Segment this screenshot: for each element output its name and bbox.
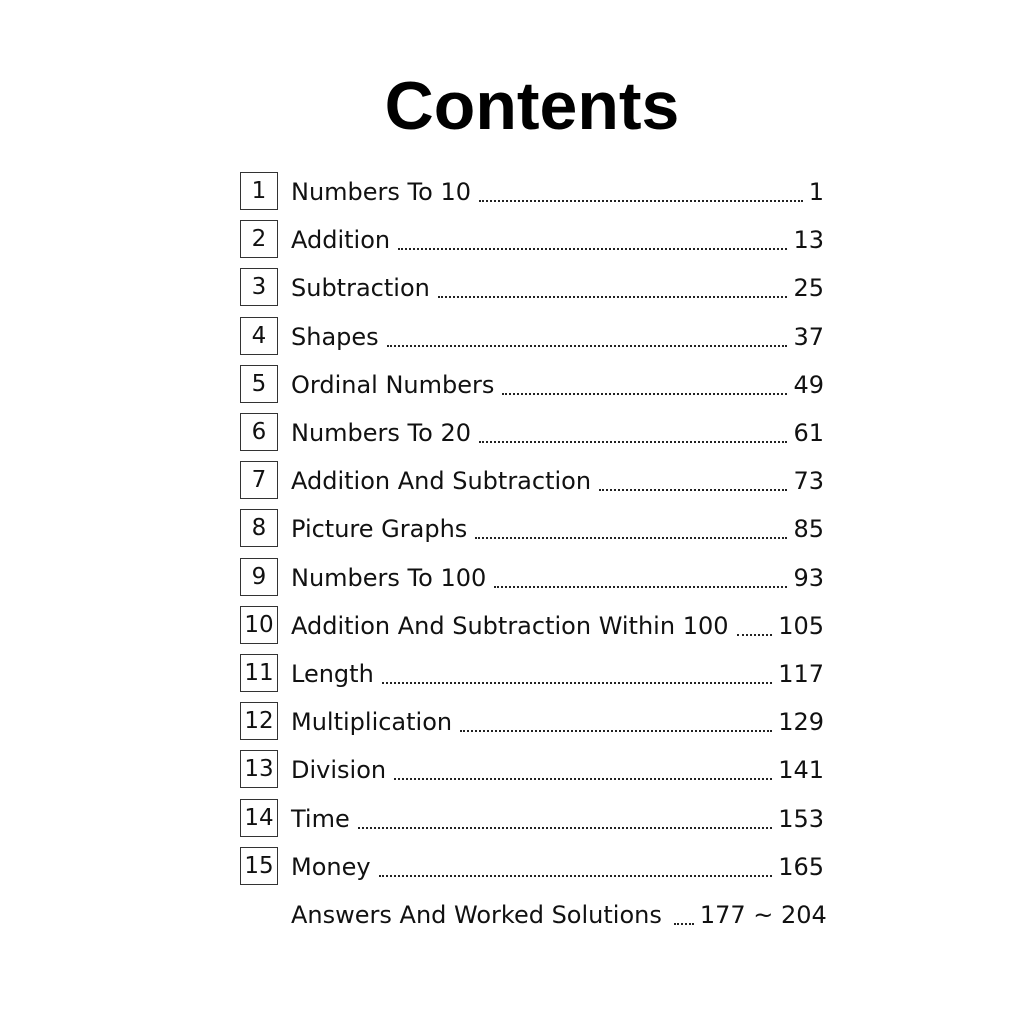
toc-entry[interactable] (240, 799, 824, 839)
chapter-number: 8 (240, 509, 278, 547)
page-number: 1 (808, 178, 824, 206)
chapter-number: 1 (240, 172, 278, 210)
chapter-number: 9 (240, 558, 278, 596)
page-number: 129 (778, 708, 824, 736)
toc-entry[interactable] (240, 558, 824, 598)
chapter-number: 13 (240, 750, 278, 788)
page-number: 93 (793, 564, 824, 592)
page-number: 117 (778, 660, 824, 688)
dot-leader (438, 296, 788, 298)
dot-leader (737, 634, 773, 636)
chapter-title: Picture Graphs (291, 515, 468, 543)
page-number: 165 (778, 853, 824, 881)
page-number: 73 (793, 467, 824, 495)
toc-entry[interactable] (240, 654, 824, 694)
dot-leader (502, 393, 787, 395)
toc-entry[interactable] (240, 317, 824, 357)
dot-leader (358, 827, 772, 829)
page-number: 25 (793, 274, 824, 302)
chapter-title: Ordinal Numbers (291, 371, 495, 399)
toc-entry[interactable] (240, 509, 824, 549)
toc-entry[interactable] (240, 461, 824, 501)
toc-entry[interactable] (240, 220, 824, 260)
chapter-title: Length (291, 660, 374, 688)
chapter-number: 2 (240, 220, 278, 258)
chapter-number: 14 (240, 799, 278, 837)
chapter-number: 10 (240, 606, 278, 644)
chapter-number: 5 (240, 365, 278, 403)
page-number: 153 (778, 805, 824, 833)
chapter-number: 3 (240, 268, 278, 306)
dot-leader (394, 778, 772, 780)
chapter-number: 4 (240, 317, 278, 355)
dot-leader (475, 537, 787, 539)
chapter-title: Addition And Subtraction Within 100 (291, 612, 729, 640)
chapter-title: Numbers To 100 (291, 564, 487, 592)
toc-entry[interactable] (240, 365, 824, 405)
answers-title: Answers And Worked Solutions (291, 901, 662, 929)
chapter-title: Addition And Subtraction (291, 467, 592, 495)
page-number: 141 (778, 756, 824, 784)
chapter-title: Addition (291, 226, 391, 254)
chapter-title: Time (291, 805, 350, 833)
dot-leader (479, 200, 803, 202)
dot-leader (674, 923, 694, 925)
chapter-number: 15 (240, 847, 278, 885)
chapter-number: 12 (240, 702, 278, 740)
page-number: 85 (793, 515, 824, 543)
answers-page-range: 177 ~ 204 (699, 901, 827, 929)
dot-leader (479, 441, 787, 443)
page-number: 61 (793, 419, 824, 447)
chapter-title: Shapes (291, 323, 379, 351)
chapter-title: Multiplication (291, 708, 453, 736)
chapter-title: Numbers To 10 (291, 178, 471, 206)
chapter-number: 6 (240, 413, 278, 451)
dot-leader (599, 489, 787, 491)
dot-leader (494, 586, 787, 588)
chapter-number: 7 (240, 461, 278, 499)
toc-entry[interactable] (240, 172, 824, 212)
page-number: 49 (793, 371, 824, 399)
toc-entry[interactable] (240, 702, 824, 742)
dot-leader (398, 248, 787, 250)
dot-leader (460, 730, 772, 732)
toc-entry[interactable] (240, 847, 824, 887)
dot-leader (379, 875, 773, 877)
toc-entry[interactable] (240, 413, 824, 453)
page-number: 13 (793, 226, 824, 254)
toc-entry[interactable] (240, 268, 824, 308)
toc-entry-answers[interactable] (240, 895, 827, 935)
chapter-title: Numbers To 20 (291, 419, 471, 447)
toc-entry[interactable] (240, 606, 824, 646)
page-number: 37 (793, 323, 824, 351)
toc-entry[interactable] (240, 750, 824, 790)
dot-leader (387, 345, 788, 347)
chapter-title: Subtraction (291, 274, 430, 302)
page-number: 105 (778, 612, 824, 640)
page-title: Contents (384, 68, 680, 144)
chapter-number: 11 (240, 654, 278, 692)
dot-leader (382, 682, 772, 684)
chapter-title: Division (291, 756, 387, 784)
chapter-title: Money (291, 853, 371, 881)
